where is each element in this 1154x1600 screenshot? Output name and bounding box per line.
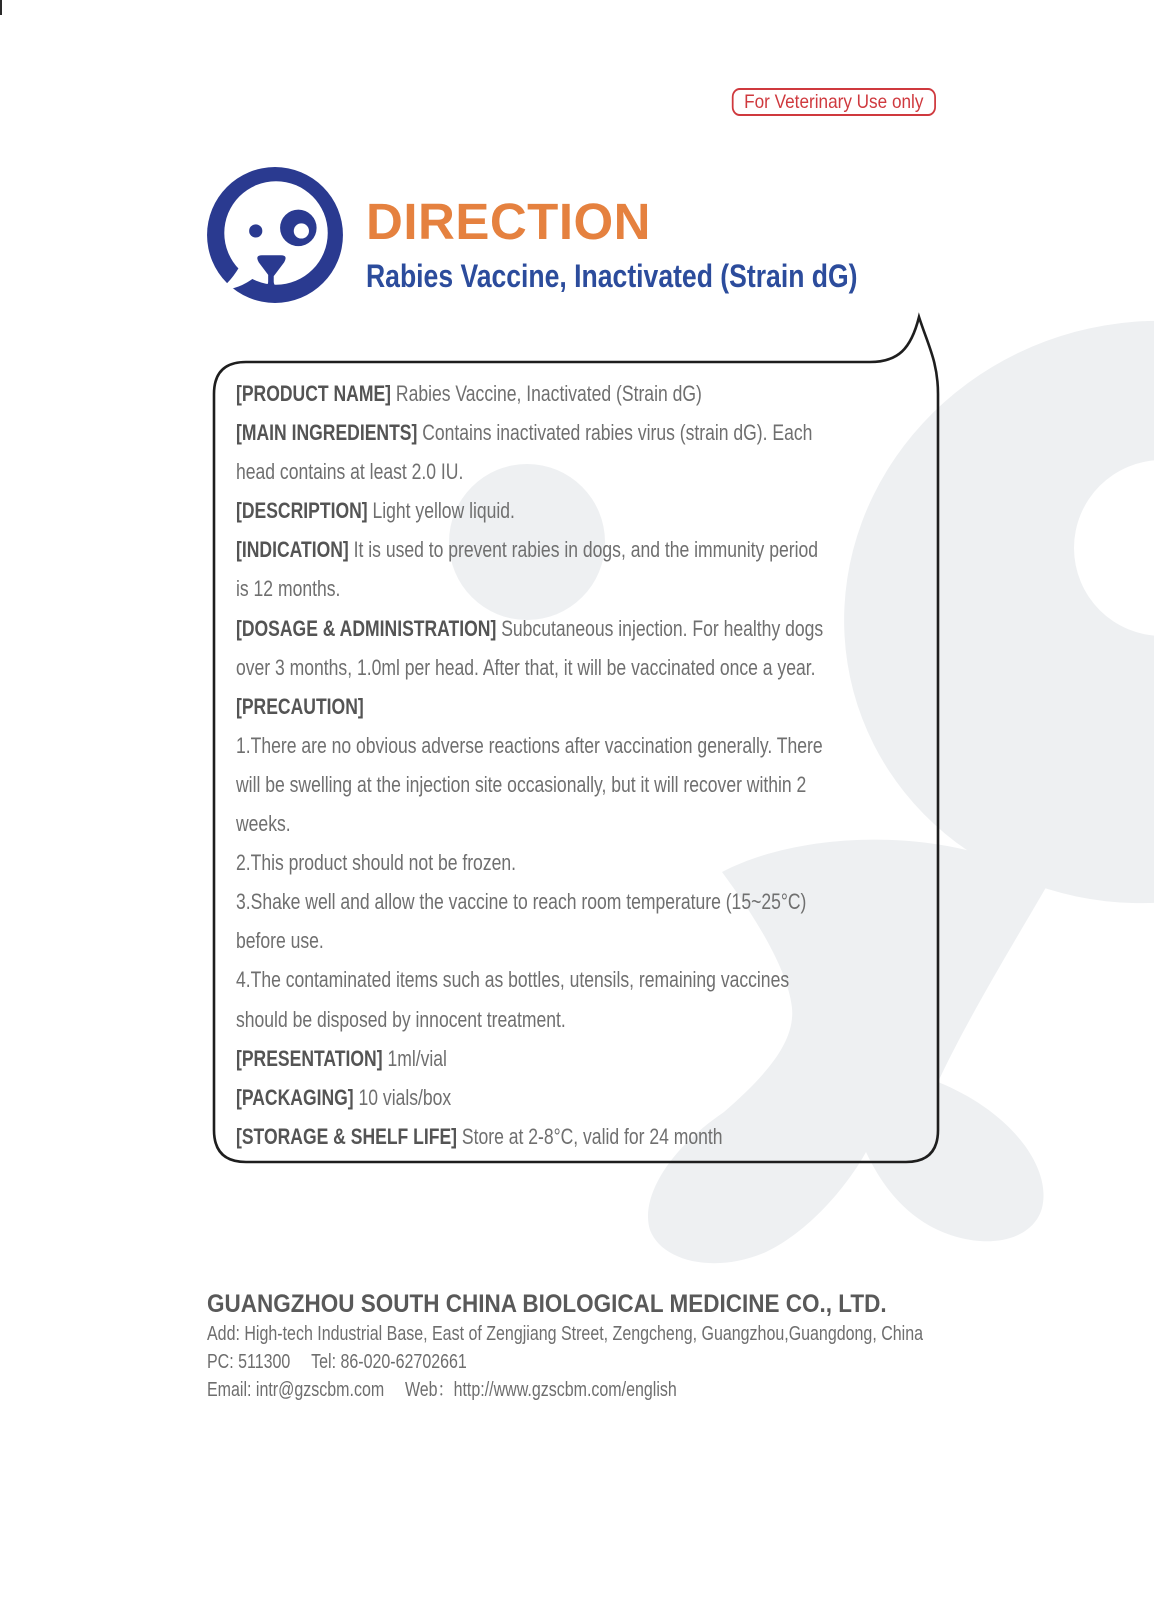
leaflet-line: 4.The contaminated items such as bottles, utensils, remaining vaccines [236,967,790,993]
page-title: DIRECTION [366,193,651,250]
email-address: Email: intr@gzscbm.com [207,1379,385,1401]
leaflet-line: head contains at least 2.0 IU. [236,459,464,485]
leaflet-line: over 3 months, 1.0ml per head. After that, it will be vaccinated once a year. [236,654,816,680]
header [366,193,958,294]
phone-number: Tel: 86-020-62702661 [311,1351,467,1373]
leaflet-line: 1.There are no obvious adverse reactions after vaccination generally. There [236,732,823,758]
leaflet-line: [DESCRIPTION] Light yellow liquid. [236,498,515,524]
website-url: Web：http://www.gzscbm.com/english [404,1379,677,1401]
leaflet-line: [MAIN INGREDIENTS] Contains inactivated rabies virus (strain dG). Each [236,420,813,446]
leaflet-line: before use. [236,928,324,954]
leaflet-line: [PACKAGING] 10 vials/box [236,1084,452,1110]
leaflet-line: [INDICATION] It is used to prevent rabies in dogs, and the immunity period [236,537,819,563]
leaflet-line: [PRODUCT NAME] Rabies Vaccine, Inactivated (Strain dG) [236,381,702,406]
logo-right-eye [280,210,317,247]
leaflet-line: 3.Shake well and allow the vaccine to reach room temperature (15~25°C) [236,889,807,915]
leaflet-line: [PRECAUTION] [236,693,364,719]
postal-and-phone [207,1348,923,1376]
postal-code: PC: 511300 [207,1351,291,1373]
email-and-web [207,1376,923,1404]
company-address: Add: High-tech Industrial Base, East of Zengjiang Street, Zengcheng, Guangzhou,Guangdong, China [207,1323,924,1345]
logo-left-eye [249,224,262,237]
leaflet-line: [PRESENTATION] 1ml/vial [236,1045,447,1071]
leaflet-line: weeks. [236,811,291,837]
leaflet-body [236,374,823,1156]
company-name: GUANGZHOU SOUTH CHINA BIOLOGICAL MEDICINE CO., LTD. [207,1290,887,1318]
leaflet-line: should be disposed by innocent treatment. [236,1006,566,1032]
leaflet-line: [STORAGE & SHELF LIFE] Store at 2-8°C, valid for 24 month [236,1123,723,1149]
leaflet-line: [DOSAGE & ADMINISTRATION] Subcutaneous injection. For healthy dogs [236,615,824,641]
veterinary-use-badge: For Veterinary Use only [732,88,936,116]
dog-face-logo-icon [204,164,346,306]
footer [207,1288,1102,1404]
leaflet-line: 2.This product should not be frozen. [236,850,516,876]
leaflet-line: will be swelling at the injection site occasionally, but it will recover within 2 [236,771,807,797]
page-subtitle: Rabies Vaccine, Inactivated (Strain dG) [366,258,858,294]
leaflet-line: is 12 months. [236,576,341,602]
